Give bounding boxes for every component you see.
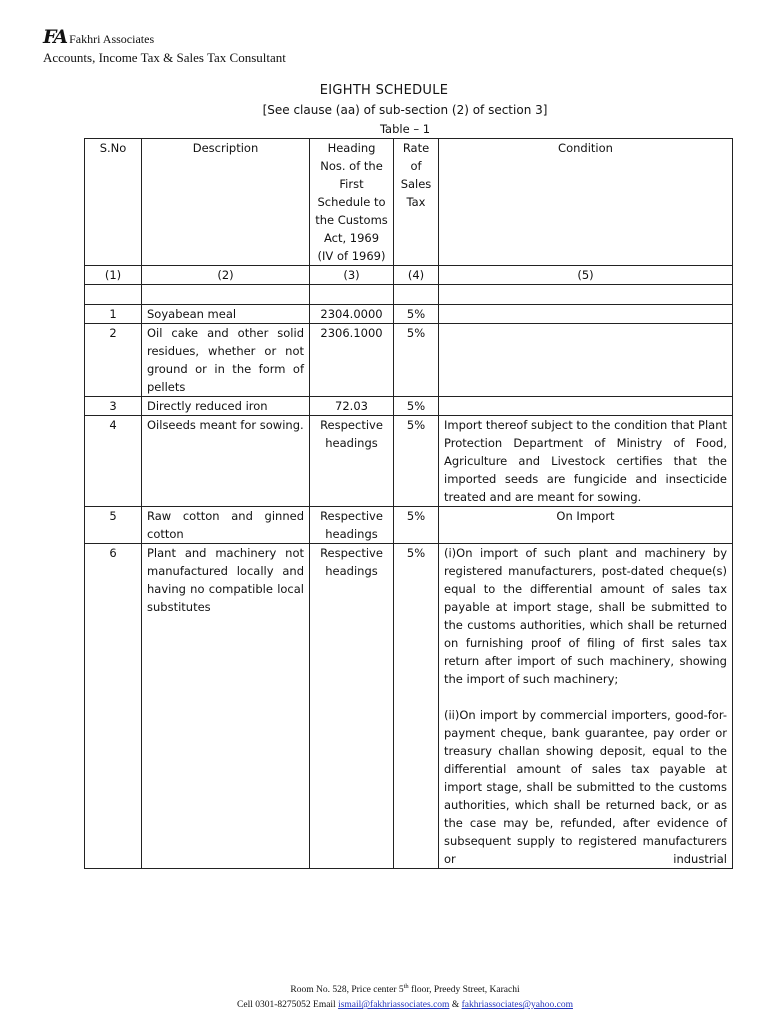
column-number: (1) [85, 266, 142, 285]
floor-suffix: th [403, 983, 409, 990]
spacer-row [85, 285, 733, 305]
header-rate: Rate of Sales Tax [394, 139, 439, 266]
header-sno: S.No [85, 139, 142, 266]
row-condition [439, 397, 733, 416]
table-row [85, 305, 733, 324]
email-link-1[interactable]: ismail@fakhriassociates.com [338, 1000, 450, 1011]
row-condition: Import thereof subject to the condition that Plant Protection Department of Ministry of Food, Agriculture and Livestock certifies that the imported seeds are fungicide and insecticide treated and are meant for sowing. [439, 416, 733, 507]
row-condition [439, 544, 733, 869]
schedule-clause: [See clause (aa) of sub-section (2) of section 3] [262, 103, 548, 117]
row-condition: On Import [439, 507, 733, 544]
table-row [85, 324, 733, 397]
row-description: Directly reduced iron [142, 397, 310, 416]
row-sno: 1 [85, 305, 142, 324]
row-sno: 2 [85, 324, 142, 397]
table-row [85, 416, 733, 507]
letterhead [43, 26, 286, 66]
row-description: Soyabean meal [142, 305, 310, 324]
firm-name: Fakhri Associates [69, 32, 155, 46]
row-rate: 5% [394, 507, 439, 544]
table-row [85, 507, 733, 544]
table-header-row [85, 139, 733, 266]
header-description: Description [142, 139, 310, 266]
row-rate: 5% [394, 324, 439, 397]
column-number: (3) [310, 266, 394, 285]
contact-prefix: Cell 0301-8275052 Email [237, 1000, 339, 1011]
header-condition: Condition [439, 139, 733, 266]
row-sno: 6 [85, 544, 142, 869]
schedule-table [84, 138, 733, 869]
table-label: Table – 1 [379, 122, 431, 136]
row-sno: 4 [85, 416, 142, 507]
column-number: (2) [142, 266, 310, 285]
column-number: (5) [439, 266, 733, 285]
row-condition [439, 324, 733, 397]
address-part: floor, Preedy Street, Karachi [408, 985, 520, 996]
footer-address [0, 979, 768, 998]
column-number-row [85, 266, 733, 285]
row-description: Oil cake and other solid residues, whether or not ground or in the form of pellets [142, 324, 310, 397]
column-number: (4) [394, 266, 439, 285]
email-link-2[interactable]: fakhriassociates@yahoo.com [461, 1000, 573, 1011]
contact-separator: & [449, 1000, 462, 1011]
row-description: Plant and machinery not manufactured locally and having no compatible local substitutes [142, 544, 310, 869]
row-sno: 5 [85, 507, 142, 544]
page-footer [0, 979, 768, 1013]
row-rate: 5% [394, 305, 439, 324]
row-heading: 2306.1000 [310, 324, 394, 397]
row-heading: Respective headings [310, 416, 394, 507]
row-rate: 5% [394, 544, 439, 869]
footer-contact [0, 998, 768, 1013]
row-description: Raw cotton and ginned cotton [142, 507, 310, 544]
firm-name-line [43, 26, 286, 48]
table-row [85, 397, 733, 416]
header-heading-nos: Heading Nos. of the First Schedule to the Customs Act, 1969 (IV of 1969) [310, 139, 394, 266]
row-rate: 5% [394, 416, 439, 507]
condition-paragraph-ii: (ii)On import by commercial importers, good-for-payment cheque, bank guarantee, pay order or treasury challan showing deposit, equal to the differential amount of sales tax payable at import stage, shall be submitted to the customs authorities, which shall be returned back, or as the case may be, refunded, after evidence of subsequent supply to registered manufacturers or industrial [444, 708, 727, 866]
row-sno: 3 [85, 397, 142, 416]
table-row [85, 544, 733, 869]
firm-logo: FA [43, 26, 67, 48]
row-heading: Respective headings [310, 507, 394, 544]
schedule-title: EIGHTH SCHEDULE [319, 83, 449, 98]
row-heading: 2304.0000 [310, 305, 394, 324]
firm-tagline: Accounts, Income Tax & Sales Tax Consultant [43, 50, 286, 65]
row-heading: Respective headings [310, 544, 394, 869]
row-heading: 72.03 [310, 397, 394, 416]
address-part: Room No. 528, Price center 5 [290, 985, 404, 996]
condition-paragraph-i: (i)On import of such plant and machinery by registered manufacturers, post-dated cheque(s) equal to the differential amount of sales tax payable at import stage, shall be submitted to the customs authorities, which shall be returned on furnishing proof of filing of first sales tax return after import of such machinery, showing the import of such machinery; [444, 546, 727, 686]
row-rate: 5% [394, 397, 439, 416]
row-description: Oilseeds meant for sowing. [142, 416, 310, 507]
row-condition [439, 305, 733, 324]
